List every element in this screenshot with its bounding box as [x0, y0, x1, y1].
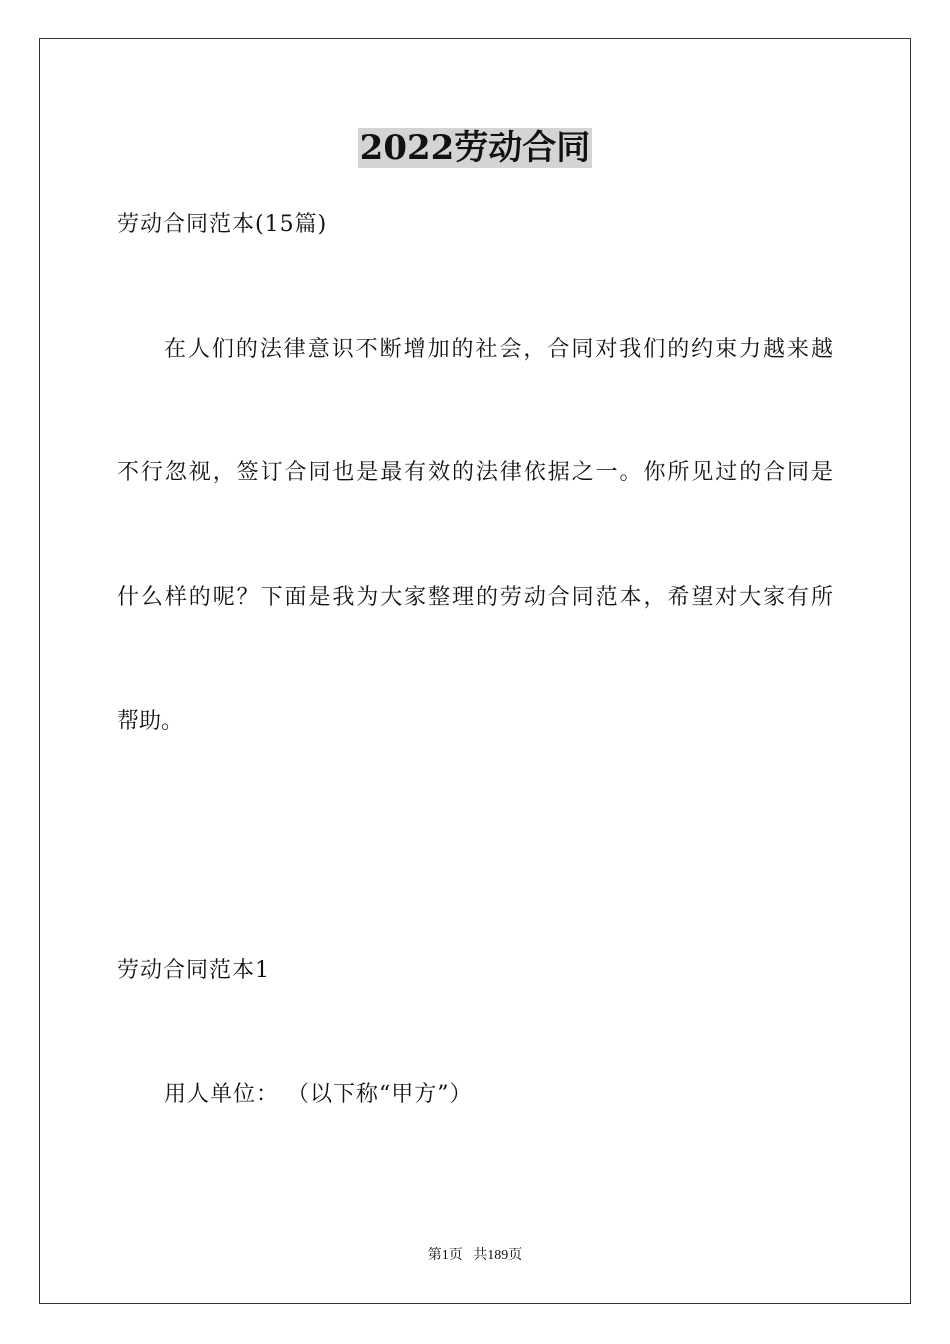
employer-line: 用人单位： （以下称“甲方”） — [164, 1082, 473, 1107]
section-heading: 劳动合同范本1 — [117, 958, 270, 983]
document-title-text: 2022劳动合同 — [359, 128, 591, 168]
page-number-footer: 第1页 共189页 — [427, 1248, 523, 1263]
intro-paragraph-line-3: 什么样的呢？下面是我为大家整理的劳动合同范本，希望对大家有所 — [117, 585, 833, 610]
intro-paragraph-line-1: 在人们的法律意识不断增加的社会，合同对我们的约束力越来越 — [164, 337, 833, 362]
intro-paragraph-line-4: 帮助。 — [117, 709, 184, 734]
document-subtitle: 劳动合同范本(15篇) — [117, 212, 328, 237]
intro-paragraph-line-2: 不行忽视，签订合同也是最有效的法律依据之一。你所见过的合同是 — [117, 460, 833, 485]
document-title — [0, 126, 950, 170]
